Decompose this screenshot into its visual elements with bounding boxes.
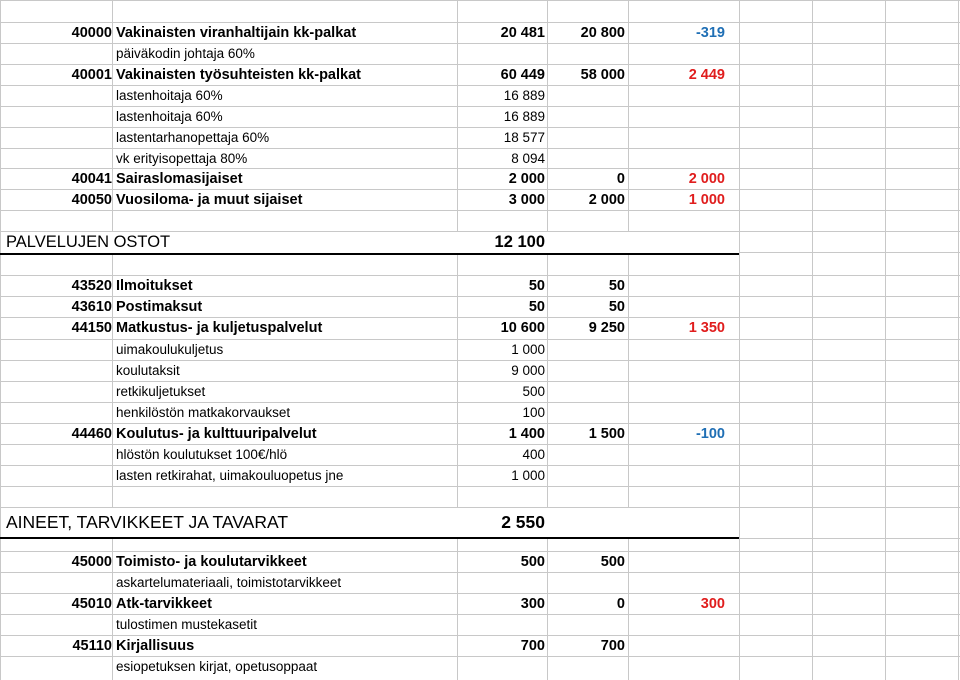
- table-row: [0, 210, 960, 231]
- account-code[interactable]: [0, 572, 112, 593]
- account-code[interactable]: [0, 538, 112, 551]
- account-code[interactable]: 45000: [71, 553, 112, 570]
- account-code[interactable]: [0, 444, 112, 465]
- account-description[interactable]: esiopetuksen kirjat, opetusoppaat: [116, 659, 318, 674]
- account-code[interactable]: 40001: [71, 66, 112, 83]
- value-budget[interactable]: 1 400: [508, 425, 545, 442]
- table-row: [0, 106, 960, 127]
- value-previous[interactable]: [547, 614, 625, 635]
- value-difference[interactable]: [628, 572, 725, 593]
- table-row: [0, 189, 960, 210]
- grid-row-line: [0, 0, 960, 1]
- table-row: [0, 465, 960, 486]
- account-description[interactable]: [116, 486, 476, 507]
- value-previous[interactable]: [547, 444, 625, 465]
- table-row: [0, 168, 960, 189]
- table-row: [0, 360, 960, 381]
- account-code[interactable]: [0, 360, 112, 381]
- value-budget[interactable]: [457, 614, 545, 635]
- table-row: [0, 43, 960, 64]
- table-row: [0, 593, 960, 614]
- value-previous[interactable]: [547, 210, 625, 231]
- value-budget[interactable]: 500: [520, 553, 545, 570]
- table-row: [0, 85, 960, 106]
- section-title[interactable]: PALVELUJEN OSTOT: [6, 233, 171, 251]
- value-difference[interactable]: 1 000: [688, 191, 725, 208]
- value-difference[interactable]: 2 000: [688, 170, 725, 187]
- account-description[interactable]: koulutaksit: [116, 363, 180, 378]
- value-budget[interactable]: [457, 210, 545, 231]
- account-description[interactable]: Ilmoitukset: [116, 277, 193, 294]
- table-row: [0, 656, 960, 677]
- account-description[interactable]: lastenhoitaja 60%: [116, 109, 223, 124]
- section-header-row: [0, 231, 960, 254]
- account-description[interactable]: Vakinaisten työsuhteisten kk-palkat: [116, 66, 361, 83]
- value-previous[interactable]: 20 800: [580, 24, 625, 41]
- value-budget[interactable]: [457, 656, 545, 677]
- value-difference[interactable]: [628, 43, 725, 64]
- section-total[interactable]: 12 100: [494, 233, 545, 251]
- value-previous[interactable]: [547, 572, 625, 593]
- value-previous[interactable]: [547, 43, 625, 64]
- value-previous[interactable]: 500: [600, 553, 625, 570]
- account-description[interactable]: askartelumateriaali, toimistotarvikkeet: [116, 575, 342, 590]
- value-difference[interactable]: [628, 106, 725, 127]
- account-description[interactable]: vk erityisopettaja 80%: [116, 151, 248, 166]
- value-budget[interactable]: 18 577: [503, 130, 545, 145]
- account-description[interactable]: lastenhoitaja 60%: [116, 88, 223, 103]
- value-previous[interactable]: [547, 360, 625, 381]
- account-code[interactable]: 43610: [71, 298, 112, 315]
- value-budget[interactable]: 50: [528, 277, 545, 294]
- value-budget[interactable]: 3 000: [508, 191, 545, 208]
- account-code[interactable]: [0, 486, 112, 507]
- value-budget[interactable]: 16 889: [503, 88, 545, 103]
- value-previous[interactable]: [547, 402, 625, 423]
- account-description[interactable]: Matkustus- ja kuljetuspalvelut: [116, 319, 323, 336]
- value-budget[interactable]: 700: [520, 637, 545, 654]
- account-code[interactable]: [0, 210, 112, 231]
- account-code[interactable]: [0, 252, 112, 273]
- account-code[interactable]: [0, 106, 112, 127]
- table-row: [0, 339, 960, 360]
- account-description[interactable]: Koulutus- ja kulttuuripalvelut: [116, 425, 317, 442]
- table-row: [0, 22, 960, 43]
- table-row: [0, 614, 960, 635]
- account-code[interactable]: [0, 339, 112, 360]
- table-row: [0, 538, 960, 551]
- section-header-row: [0, 507, 960, 538]
- account-description[interactable]: retkikuljetukset: [116, 384, 206, 399]
- value-difference[interactable]: [628, 381, 725, 402]
- value-difference[interactable]: -319: [695, 24, 725, 41]
- value-budget[interactable]: 400: [522, 447, 545, 462]
- value-budget[interactable]: 100: [522, 405, 545, 420]
- value-previous[interactable]: 50: [608, 298, 625, 315]
- value-previous[interactable]: 2 000: [588, 191, 625, 208]
- value-budget[interactable]: 9 000: [511, 363, 545, 378]
- account-description[interactable]: Kirjallisuus: [116, 637, 195, 654]
- value-budget[interactable]: 16 889: [503, 109, 545, 124]
- account-description[interactable]: lasten retkirahat, uimakouluopetus jne: [116, 468, 344, 483]
- value-previous[interactable]: [547, 381, 625, 402]
- account-code[interactable]: [0, 43, 112, 64]
- value-previous[interactable]: [547, 486, 625, 507]
- value-budget[interactable]: 20 481: [500, 24, 545, 41]
- value-previous[interactable]: 50: [608, 277, 625, 294]
- table-row: [0, 635, 960, 656]
- table-row: [0, 296, 960, 317]
- value-previous[interactable]: 1 500: [588, 425, 625, 442]
- value-difference[interactable]: [628, 275, 725, 296]
- value-previous[interactable]: 9 250: [588, 319, 625, 336]
- table-row: [0, 64, 960, 85]
- value-previous[interactable]: [547, 252, 625, 273]
- account-description[interactable]: [116, 210, 476, 231]
- value-previous[interactable]: [547, 127, 625, 148]
- value-difference[interactable]: 2 449: [688, 66, 725, 83]
- value-difference[interactable]: [628, 339, 725, 360]
- value-difference[interactable]: [628, 538, 725, 551]
- value-previous[interactable]: 0: [616, 595, 625, 612]
- value-difference[interactable]: [628, 635, 725, 656]
- value-budget[interactable]: [457, 252, 545, 273]
- account-description[interactable]: [116, 538, 476, 551]
- value-previous[interactable]: 0: [616, 170, 625, 187]
- value-budget[interactable]: 2 000: [508, 170, 545, 187]
- value-difference[interactable]: [628, 402, 725, 423]
- value-previous[interactable]: [547, 656, 625, 677]
- account-code[interactable]: 40050: [71, 191, 112, 208]
- value-difference[interactable]: [628, 210, 725, 231]
- value-budget[interactable]: [457, 486, 545, 507]
- value-budget[interactable]: 1 000: [511, 342, 545, 357]
- table-row: [0, 127, 960, 148]
- account-description[interactable]: Toimisto- ja koulutarvikkeet: [116, 553, 307, 570]
- table-row: [0, 317, 960, 338]
- value-difference[interactable]: [628, 148, 725, 169]
- value-budget[interactable]: [457, 43, 545, 64]
- account-code[interactable]: 43520: [71, 277, 112, 294]
- account-code[interactable]: 44150: [71, 319, 112, 336]
- account-code[interactable]: [0, 465, 112, 486]
- account-description[interactable]: Postimaksut: [116, 298, 203, 315]
- account-code[interactable]: [0, 85, 112, 106]
- value-previous[interactable]: 700: [600, 637, 625, 654]
- table-row: [0, 402, 960, 423]
- value-difference[interactable]: 1 350: [688, 319, 725, 336]
- value-difference[interactable]: -100: [695, 425, 725, 442]
- table-row: [0, 381, 960, 402]
- account-description[interactable]: Vuosiloma- ja muut sijaiset: [116, 191, 303, 208]
- account-code[interactable]: 45110: [72, 637, 112, 654]
- value-difference[interactable]: [628, 360, 725, 381]
- table-row: [0, 572, 960, 593]
- value-previous[interactable]: [547, 339, 625, 360]
- account-code[interactable]: [0, 656, 112, 677]
- value-difference[interactable]: [628, 127, 725, 148]
- account-description[interactable]: päiväkodin johtaja 60%: [116, 46, 255, 61]
- account-code[interactable]: [0, 148, 112, 169]
- account-code[interactable]: 40041: [71, 170, 112, 187]
- table-row: [0, 486, 960, 507]
- table-row: [0, 252, 960, 273]
- account-code[interactable]: [0, 127, 112, 148]
- section-total[interactable]: 2 550: [501, 512, 545, 532]
- value-budget[interactable]: [457, 572, 545, 593]
- value-difference[interactable]: [628, 444, 725, 465]
- value-difference[interactable]: [628, 551, 725, 572]
- value-budget[interactable]: [457, 538, 545, 551]
- value-difference[interactable]: 300: [700, 595, 725, 612]
- value-previous[interactable]: [547, 106, 625, 127]
- value-previous[interactable]: [547, 465, 625, 486]
- value-budget[interactable]: 1 000: [511, 468, 545, 483]
- value-budget[interactable]: 8 094: [511, 151, 545, 166]
- value-difference[interactable]: [628, 252, 725, 273]
- value-previous[interactable]: 58 000: [580, 66, 625, 83]
- account-description[interactable]: hlöstön koulutukset 100€/hlö: [116, 447, 288, 462]
- table-row: [0, 423, 960, 444]
- value-previous[interactable]: [547, 538, 625, 551]
- value-previous[interactable]: [547, 148, 625, 169]
- account-code[interactable]: [0, 381, 112, 402]
- account-description[interactable]: Sairaslomasijaiset: [116, 170, 243, 187]
- value-budget[interactable]: 300: [520, 595, 545, 612]
- value-difference[interactable]: [628, 486, 725, 507]
- value-difference[interactable]: [628, 614, 725, 635]
- account-code[interactable]: 40000: [71, 24, 112, 41]
- account-description[interactable]: lastentarhanopettaja 60%: [116, 130, 270, 145]
- table-row: [0, 275, 960, 296]
- section-title[interactable]: AINEET, TARVIKKEET JA TAVARAT: [6, 512, 289, 532]
- account-code[interactable]: 45010: [71, 595, 112, 612]
- account-code[interactable]: [0, 402, 112, 423]
- account-description[interactable]: tulostimen mustekasetit: [116, 617, 258, 632]
- value-difference[interactable]: [628, 465, 725, 486]
- value-budget[interactable]: 50: [528, 298, 545, 315]
- value-difference[interactable]: [628, 656, 725, 677]
- account-code[interactable]: 44460: [71, 425, 112, 442]
- value-difference[interactable]: [628, 296, 725, 317]
- table-row: [0, 148, 960, 169]
- value-budget[interactable]: 500: [522, 384, 545, 399]
- table-row: [0, 551, 960, 572]
- account-code[interactable]: [0, 614, 112, 635]
- table-row: [0, 444, 960, 465]
- value-budget[interactable]: 10 600: [500, 319, 545, 336]
- account-description[interactable]: henkilöstön matkakorvaukset: [116, 405, 291, 420]
- value-budget[interactable]: 60 449: [500, 66, 545, 83]
- account-description[interactable]: [116, 252, 476, 273]
- account-description[interactable]: uimakoulukuljetus: [116, 342, 224, 357]
- account-description[interactable]: Atk-tarvikkeet: [116, 595, 212, 612]
- value-difference[interactable]: [628, 85, 725, 106]
- value-previous[interactable]: [547, 85, 625, 106]
- account-description[interactable]: Vakinaisten viranhaltijain kk-palkat: [116, 24, 357, 41]
